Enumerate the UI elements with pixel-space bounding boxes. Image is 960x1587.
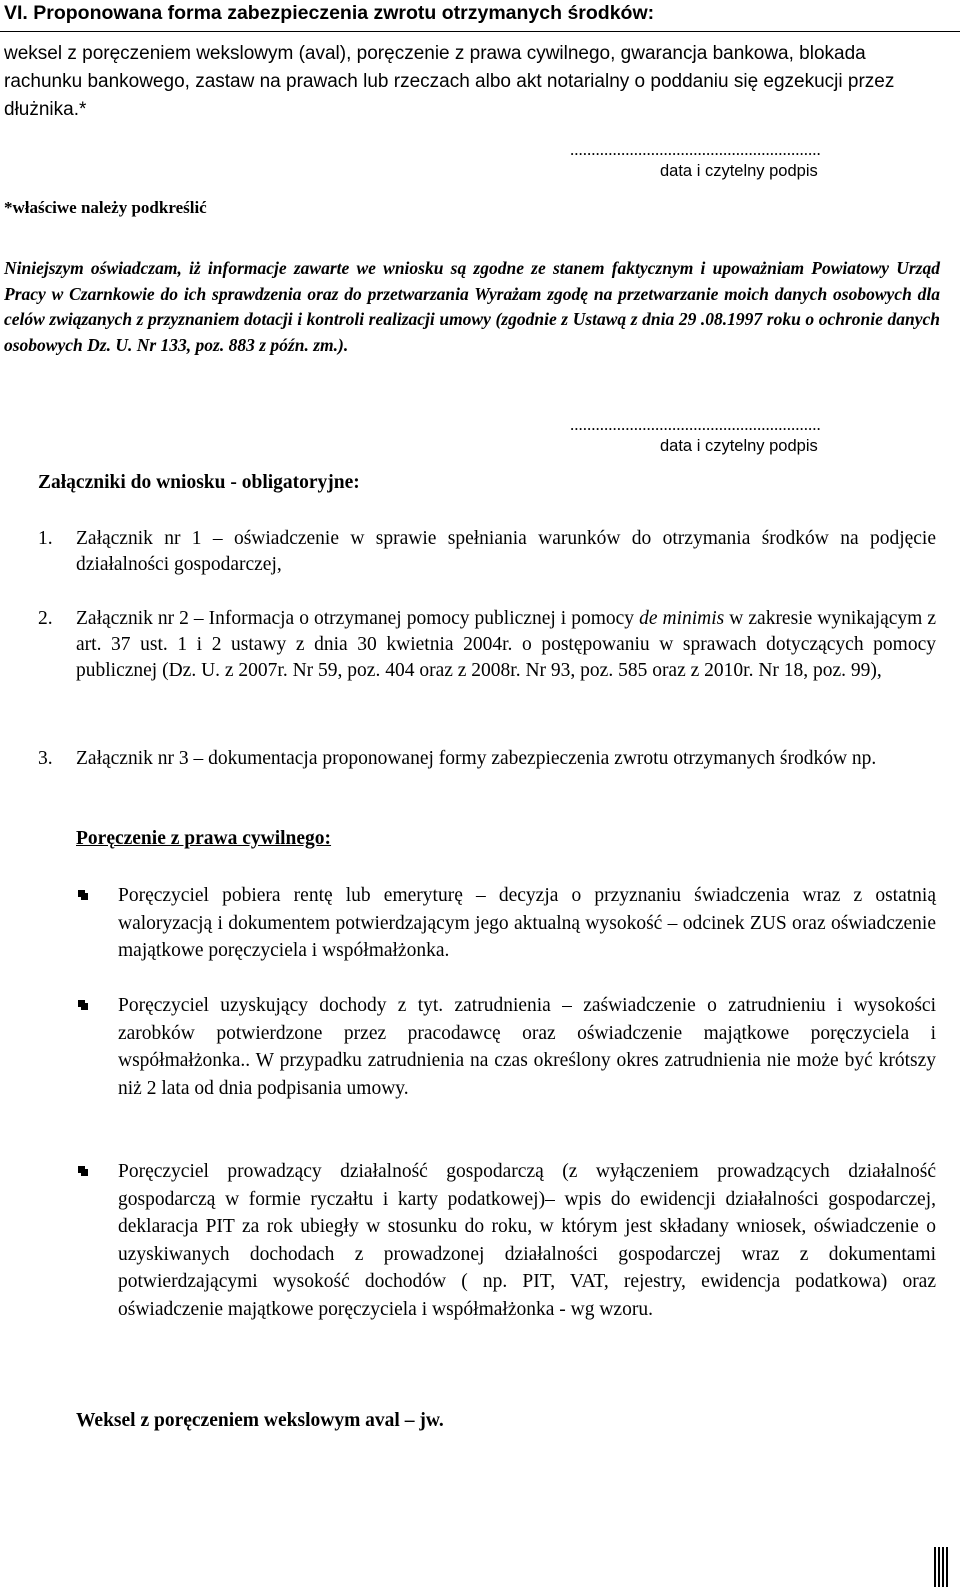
security-options-text: weksel z poręczeniem wekslowym (aval), poręczenie z prawa cywilnego, gwarancja bankowa, blokada rachunku bankowego, zastaw na prawach lub rzeczach albo akt notarialny o poddaniu się egzekucji przez dłużnika.* xyxy=(4,43,895,120)
attachment-number: 1. xyxy=(38,528,53,549)
signature-label-2: data i czytelny podpis xyxy=(660,437,818,455)
attachments-heading: Załączniki do wniosku - obligatoryjne: xyxy=(38,472,360,493)
section-heading: VI. Proponowana forma zabezpieczenia zwrotu otrzymanych środków: xyxy=(4,2,655,24)
attachment-item xyxy=(38,606,936,684)
attachment-item xyxy=(38,746,936,772)
attachment-text: Załącznik nr 1 – oświadczenie w sprawie spełniania warunków do otrzymania środków na podjęcie działalności gospodarczej, xyxy=(76,528,936,575)
attachment-number: 3. xyxy=(38,748,53,769)
signature-label-1: data i czytelny podpis xyxy=(660,162,818,180)
attachment-number: 2. xyxy=(38,608,53,629)
civil-guarantee-heading: Poręczenie z prawa cywilnego: xyxy=(76,828,332,849)
square-bullet-icon xyxy=(78,1166,88,1176)
attachment-item xyxy=(38,526,936,578)
list-item-text: Poręczyciel pobiera rentę lub emeryturę – decyzja o przyznaniu świadczenia wraz z ostatnią waloryzacją i dokumentem potwierdzającym jego aktualną wysokość – odcinek ZUS oraz oświadczenie majątkowe poręczyciela i współmałżonka. xyxy=(118,885,936,961)
list-item xyxy=(76,882,936,965)
signature-line-1: ........................................................... xyxy=(570,140,821,159)
attachment-text-italic: de minimis xyxy=(639,608,725,629)
list-item xyxy=(76,1158,936,1323)
page-edge-marks xyxy=(932,1547,952,1587)
attachment-text-part: Załącznik nr 2 – Informacja o otrzymanej pomocy publicznej i pomocy xyxy=(76,608,640,629)
attachment-text: Załącznik nr 3 – dokumentacja proponowanej formy zabezpieczenia zwrotu otrzymanych środków np. xyxy=(76,748,877,769)
attachment-text xyxy=(76,606,936,684)
list-item xyxy=(76,992,936,1102)
heading-divider xyxy=(0,31,960,32)
promissory-note-heading: Weksel z poręczeniem wekslowym aval – jw. xyxy=(76,1410,444,1431)
square-bullet-icon xyxy=(78,890,88,900)
list-item-text: Poręczyciel prowadzący działalność gospodarczą (z wyłączeniem prowadzących działalność gospodarczą w formie ryczałtu i karty podatkowej)– wpis do ewidencji działalności gospodarczej, deklaracja PIT za rok ubiegły w stosunku do roku, w którym jest składany wniosek, oświadczenie o uzyskiwanych dochodach z prowadzonej działalności gospodarczej wraz z dokumentami potwierdzającymi wysokość dochodów ( np. PIT, VAT, rejestry, ewidencja podatkowa) oraz oświadczenie majątkowe poręczyciela i współmałżonka - wg wzoru. xyxy=(118,1161,936,1320)
declaration-paragraph: Niniejszym oświadczam, iż informacje zawarte we wniosku są zgodne ze stanem faktycznym i upoważniam Powiatowy Urząd Pracy w Czarnkowie do ich sprawdzenia oraz do przetwarzania Wyrażam zgodę na przetwarzanie moich danych osobowych dla celów związanych z przyznaniem dotacji i kontroli realizacji umowy (zgodnie z Ustawą z dnia 29 .08.1997 roku o ochronie danych osobowych Dz. U. Nr 133, poz. 883 z późn. zm.). xyxy=(4,258,940,355)
attachment-text-part: w zakresie wynikającym z art. 37 ust. 1 i 2 ustawy z dnia 30 kwietnia 2004r. o postępowaniu w sprawach dotyczących pomocy publicznej (Dz. U. z 2007r. Nr 59, poz. 404 oraz z 2008r. Nr 93, poz. 585 oraz z 2010r. Nr 18, poz. 99), xyxy=(76,608,936,681)
signature-line-2: ........................................................... xyxy=(570,415,821,434)
list-item-text: Poręczyciel uzyskujący dochody z tyt. zatrudnienia – zaświadczenie o zatrudnieniu i wysokości zarobków potwierdzone przez pracodawcę oraz oświadczenie majątkowe poręczyciela i współmałżonka.. W przypadku zatrudnienia na czas określony okres zatrudnienia nie może być krótszy niż 2 lata od dnia podpisania umowy. xyxy=(118,995,936,1099)
square-bullet-icon xyxy=(78,1000,88,1010)
footnote-underline-instruction: *właściwe należy podkreślić xyxy=(4,198,207,217)
